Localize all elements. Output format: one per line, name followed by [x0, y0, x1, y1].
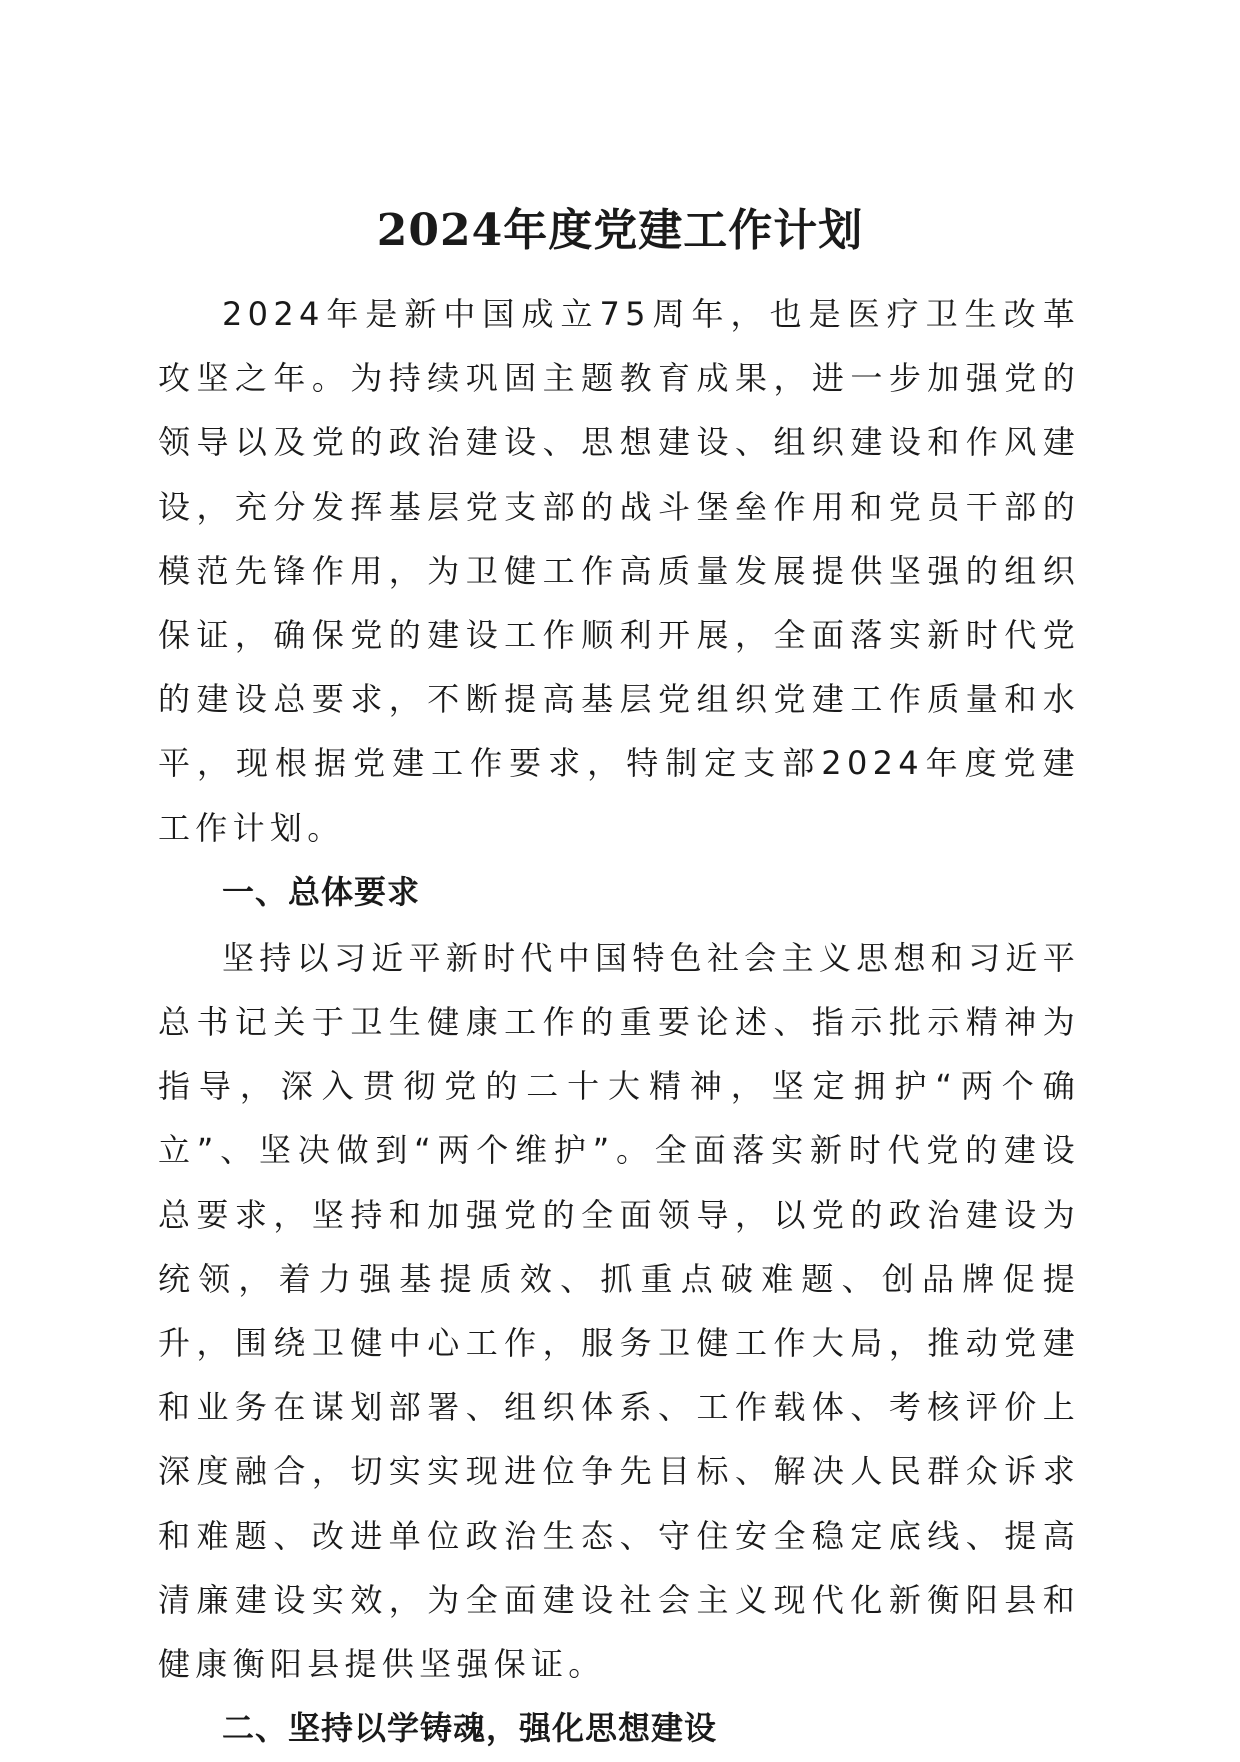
section-1-paragraph: 坚持以习近平新时代中国特色社会主义思想和习近平总书记关于卫生健康工作的重要论述、指示批示精神为指导，深入贯彻党的二十大精神，坚定拥护“两个确立”、坚决做到“两个维护”。全面落实新时代党的建设总要求，坚持和加强党的全面领导，以党的政治建设为统领，着力强基提质效、抓重点破难题、创品牌促提升，围绕卫健中心工作，服务卫健工作大局，推动党建和业务在谋划部署、组织体系、工作载体、考核评价上深度融合，切实实现进位争先目标、解决人民群众诉求和难题、改进单位政治生态、守住安全稳定底线、提高清廉建设实效，为全面建设社会主义现代化新衡阳县和健康衡阳县提供坚强保证。 — [158, 938, 1080, 1684]
document-body — [158, 282, 1080, 1762]
section-heading-2: 二、坚持以学铸魂，强化思想建设 — [222, 1709, 718, 1748]
section-heading-1: 一、总体要求 — [222, 872, 421, 911]
document-title: 2024年度党建工作计划 — [376, 205, 864, 257]
intro-paragraph: 2024年是新中国成立75周年，也是医疗卫生改革攻坚之年。为持续巩固主题教育成果，进一步加强党的领导以及党的政治建设、思想建设、组织建设和作风建设，充分发挥基层党支部的战斗堡垒作用和党员干部的模范先锋作用，为卫健工作高质量发展提供坚强的组织保证，确保党的建设工作顺利开展，全面落实新时代党的建设总要求，不断提高基层党组织党建工作质量和水平，现根据党建工作要求，特制定支部2024年度党建工作计划。 — [158, 295, 1080, 847]
